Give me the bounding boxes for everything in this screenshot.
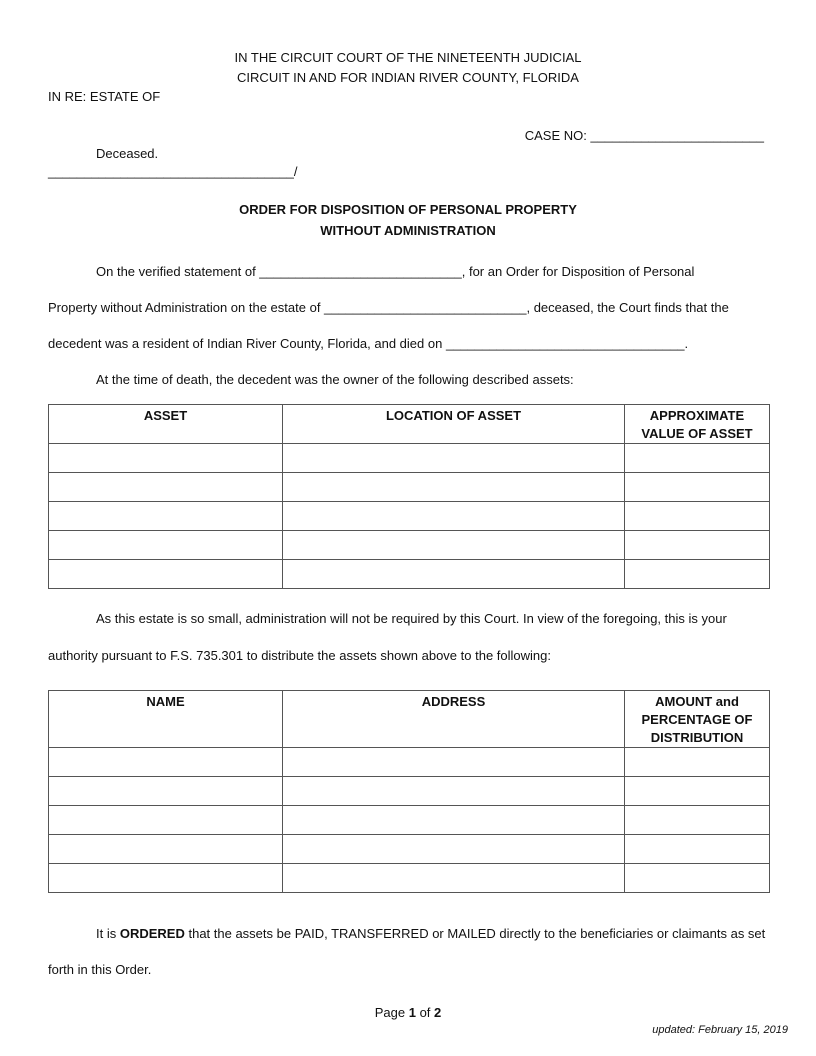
- value-header-line2: VALUE OF ASSET: [641, 426, 753, 441]
- asset-cell[interactable]: [49, 531, 283, 560]
- para2: At the time of death, the decedent was the owner of the following described assets:: [96, 372, 574, 387]
- value-cell[interactable]: [625, 473, 770, 502]
- page-total: 2: [434, 1005, 442, 1020]
- value-cell[interactable]: [625, 502, 770, 531]
- address-cell[interactable]: [283, 748, 625, 777]
- table-row: [49, 444, 770, 473]
- name-cell[interactable]: [49, 864, 283, 893]
- amount-header-line1: AMOUNT and: [655, 694, 739, 709]
- location-cell[interactable]: [283, 473, 625, 502]
- amount-cell[interactable]: [625, 835, 770, 864]
- table-row: [49, 748, 770, 777]
- para1-line2: Property without Administration on the estate of ____________________________, deceased, the Court finds that the: [48, 300, 729, 315]
- para3-line1: As this estate is so small, administration will not be required by this Court. In view of the foregoing, this is your: [96, 611, 727, 626]
- table-row: [49, 806, 770, 835]
- amount-header-line3: DISTRIBUTION: [650, 730, 744, 745]
- value-cell[interactable]: [625, 531, 770, 560]
- caption-signature-line: __________________________________/: [48, 164, 298, 179]
- distribution-table: [48, 690, 770, 893]
- amount-cell[interactable]: [625, 806, 770, 835]
- table-row: [49, 835, 770, 864]
- asset-cell[interactable]: [49, 502, 283, 531]
- name-cell[interactable]: [49, 777, 283, 806]
- location-cell[interactable]: [283, 444, 625, 473]
- value-header-line1: APPROXIMATE: [649, 408, 745, 423]
- table-row: [49, 502, 770, 531]
- deceased-label: Deceased.: [96, 146, 159, 161]
- name-column-header: NAME: [49, 691, 283, 748]
- address-cell[interactable]: [283, 835, 625, 864]
- amount-cell[interactable]: [625, 777, 770, 806]
- amount-cell[interactable]: [625, 748, 770, 777]
- value-cell[interactable]: [625, 560, 770, 589]
- assets-table-header: [49, 405, 770, 444]
- location-cell[interactable]: [283, 560, 625, 589]
- page-of: of: [415, 1005, 435, 1020]
- address-column-header: ADDRESS: [283, 691, 625, 748]
- asset-cell[interactable]: [49, 444, 283, 473]
- order-title-line1: ORDER FOR DISPOSITION OF PERSONAL PROPERTY: [239, 202, 577, 217]
- court-name-line2: CIRCUIT IN AND FOR INDIAN RIVER COUNTY, FLORIDA: [237, 70, 579, 85]
- ordered-line1: [96, 926, 765, 941]
- table-row: [49, 560, 770, 589]
- case-number-field: CASE NO: ________________________: [524, 128, 764, 143]
- order-title-line2: WITHOUT ADMINISTRATION: [320, 223, 496, 238]
- value-cell[interactable]: [625, 444, 770, 473]
- asset-cell[interactable]: [49, 473, 283, 502]
- table-row: [49, 777, 770, 806]
- table-row: [49, 864, 770, 893]
- name-cell[interactable]: [49, 748, 283, 777]
- ordered-line2: forth in this Order.: [48, 962, 152, 977]
- ordered-text: that the assets be PAID, TRANSFERRED or MAILED directly to the beneficiaries or claimants as set: [184, 926, 766, 941]
- asset-cell[interactable]: [49, 560, 283, 589]
- distribution-table-header: [49, 691, 770, 748]
- address-cell[interactable]: [283, 864, 625, 893]
- ordered-prefix: It is: [96, 926, 120, 941]
- address-cell[interactable]: [283, 806, 625, 835]
- name-cell[interactable]: [49, 835, 283, 864]
- in-re-label: IN RE: ESTATE OF: [48, 89, 161, 104]
- para3-line2: authority pursuant to F.S. 735.301 to distribute the assets shown above to the following:: [48, 648, 551, 663]
- asset-column-header: ASSET: [49, 405, 283, 444]
- para1-line3: decedent was a resident of Indian River County, Florida, and died on _________________________________.: [48, 336, 689, 351]
- value-column-header: [625, 405, 770, 444]
- page-current: 1: [408, 1005, 416, 1020]
- amount-header-line2: PERCENTAGE OF: [641, 712, 753, 727]
- page-number: [0, 1005, 816, 1020]
- name-cell[interactable]: [49, 806, 283, 835]
- ordered-keyword: ORDERED: [119, 926, 185, 941]
- table-row: [49, 473, 770, 502]
- updated-date: updated: February 15, 2019: [652, 1024, 788, 1036]
- amount-column-header: [625, 691, 770, 748]
- para1-line1: On the verified statement of ____________________________, for an Order for Disposition of Personal: [96, 264, 695, 279]
- address-cell[interactable]: [283, 777, 625, 806]
- amount-cell[interactable]: [625, 864, 770, 893]
- location-cell[interactable]: [283, 502, 625, 531]
- page-prefix: Page: [374, 1005, 409, 1020]
- assets-table: [48, 404, 770, 589]
- location-column-header: LOCATION OF ASSET: [283, 405, 625, 444]
- location-cell[interactable]: [283, 531, 625, 560]
- court-name-line1: IN THE CIRCUIT COURT OF THE NINETEENTH JUDICIAL: [234, 50, 582, 65]
- table-row: [49, 531, 770, 560]
